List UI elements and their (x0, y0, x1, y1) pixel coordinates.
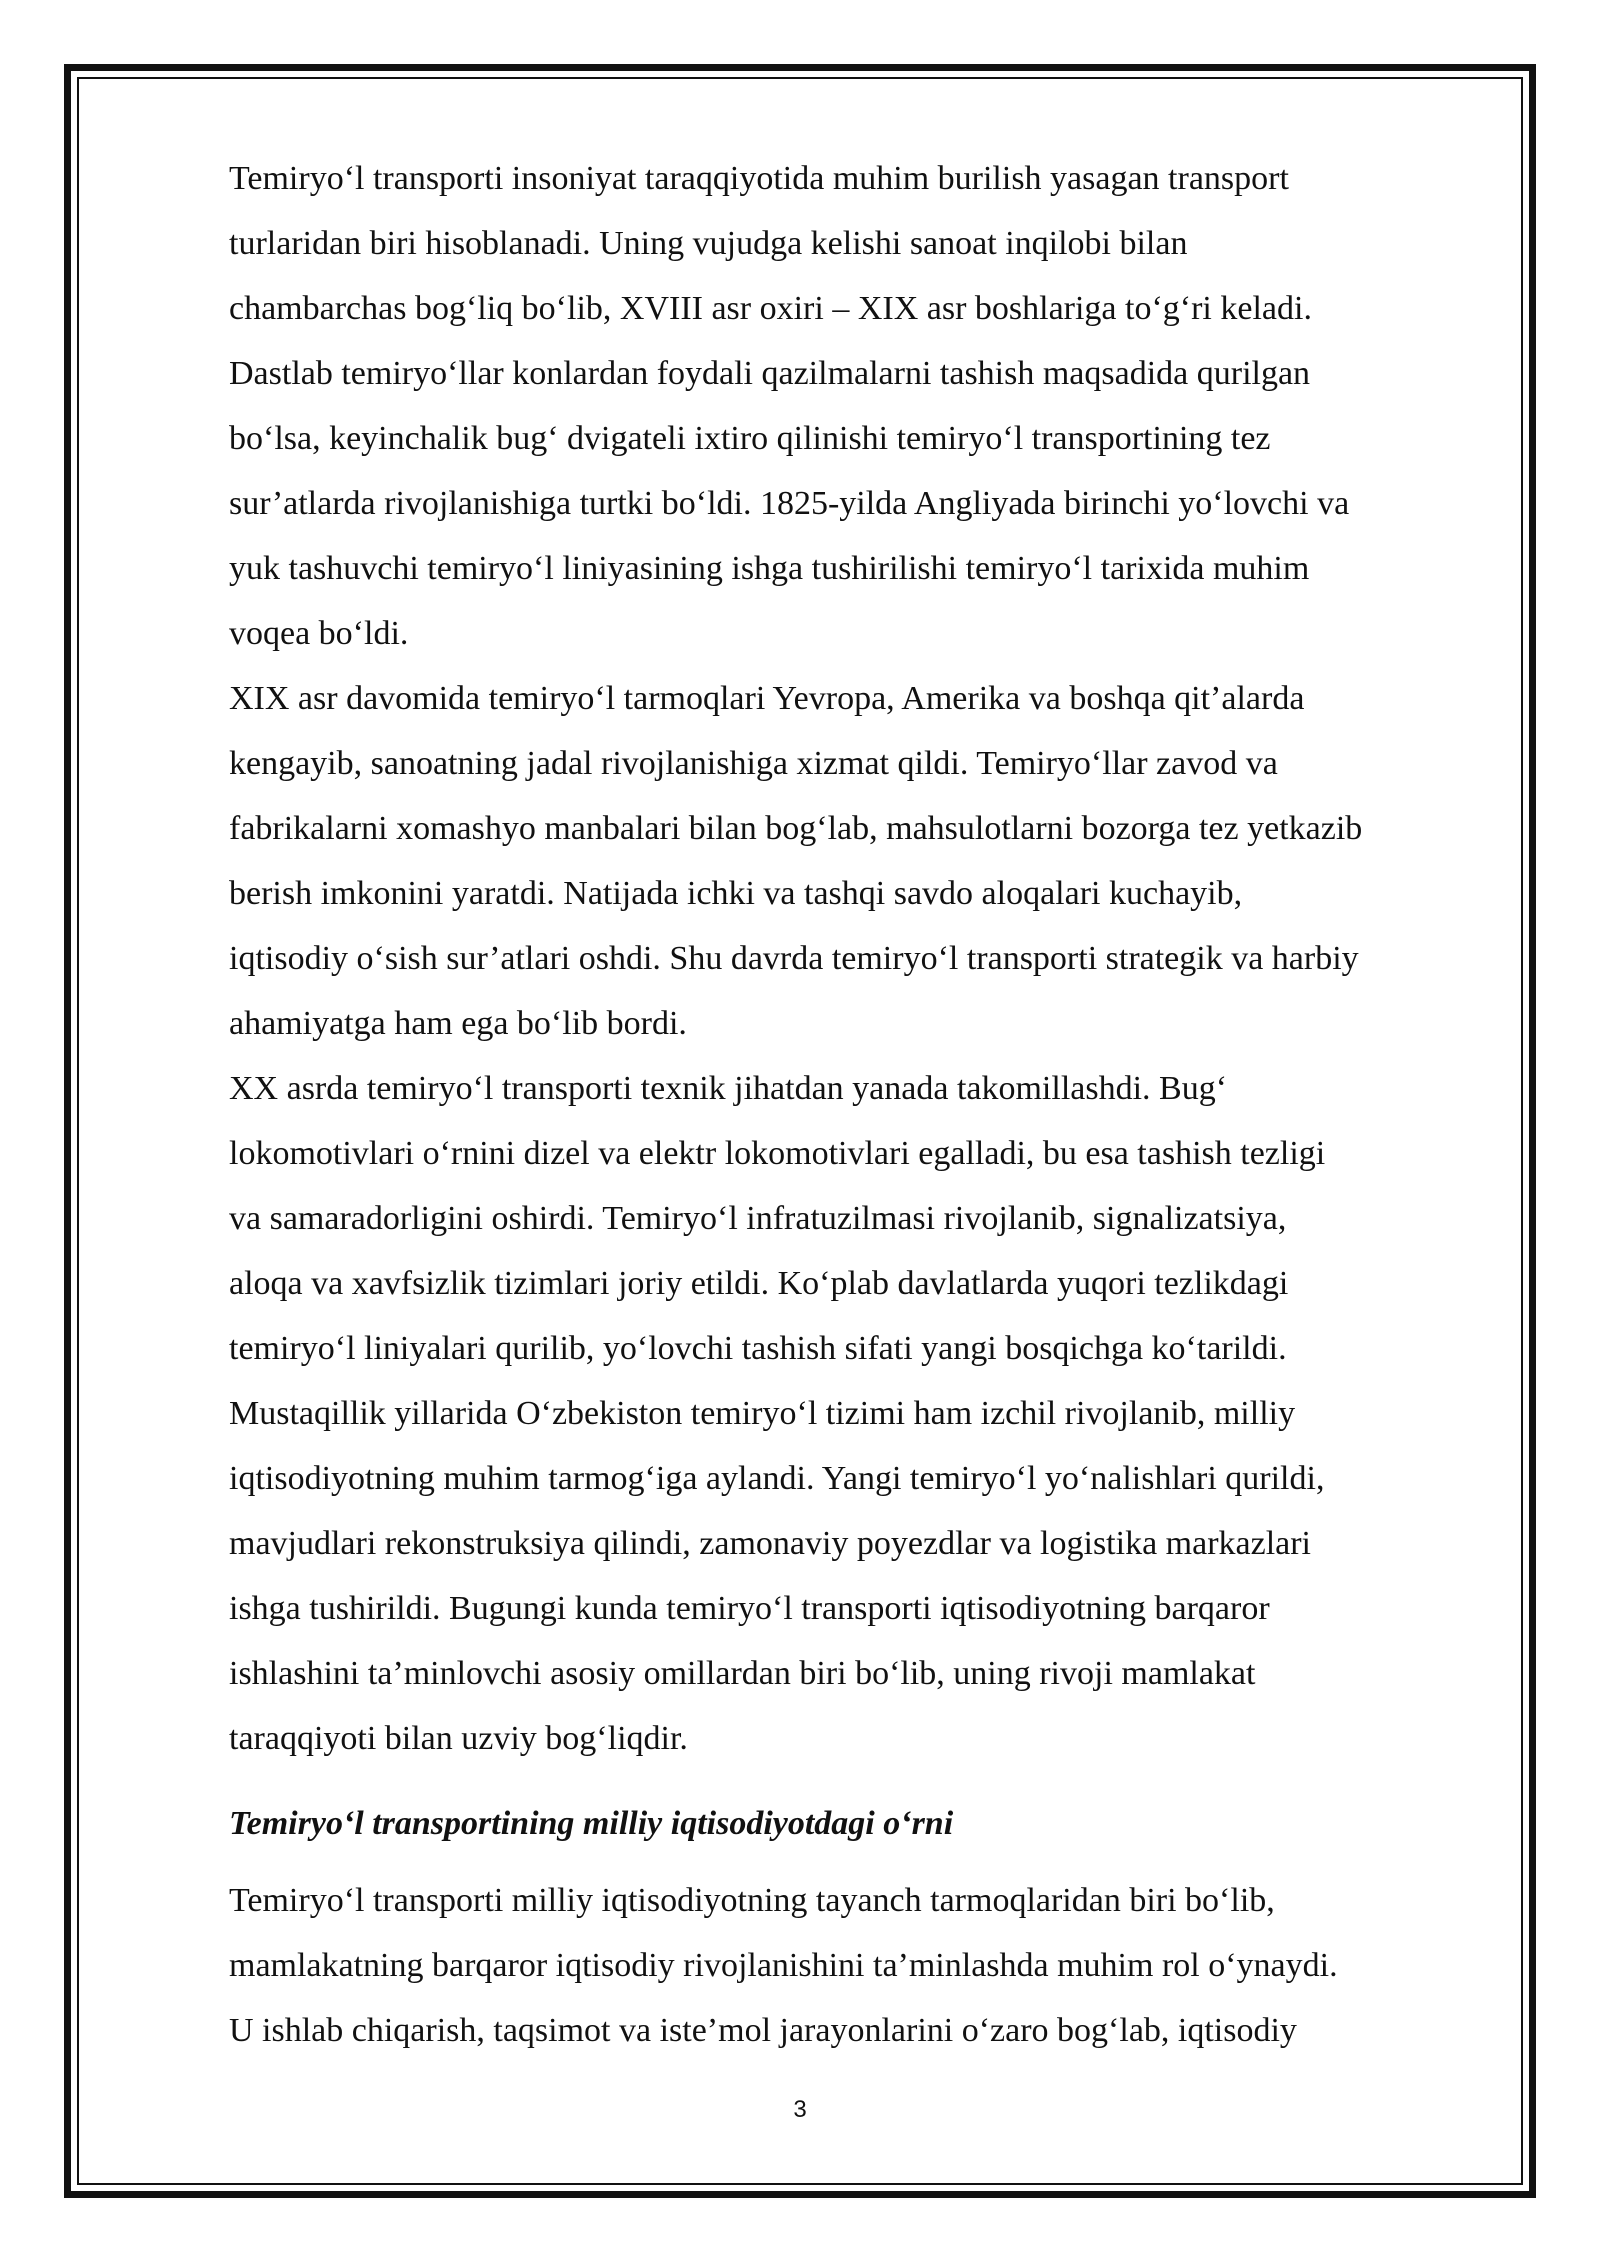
paragraph-19th-century: XIX asr davomida temiryo‘l tarmoqlari Yevropa, Amerika va boshqa qit’alarda kengayib, sanoatning jadal rivojlanishiga xizmat qildi. Temiryo‘llar zavod va fabrikalarni xomashyo manbalari bilan bog‘lab, mahsulotlarni bozorga tez yetkazib berish imkonini yaratdi. Natijada ichki va tashqi savdo aloqalari kuchayib, iqtisodiy o‘sish sur’atlari oshdi. Shu davrda temiryo‘l transporti strategik va harbiy ahamiyatga ham ega bo‘lib bordi. (229, 680, 1363, 1042)
paragraph-national-economy: Temiryo‘l transporti milliy iqtisodiyotning tayanch tarmoqlaridan biri bo‘lib, mamlakatning barqaror iqtisodiy rivojlanishini ta’minlashda muhim rol o‘ynaydi. U ishlab chiqarish, taqsimot va iste’mol jarayonlarini o‘zaro bog‘lab, iqtisodiy (229, 1882, 1338, 2049)
paragraph-history-origins: Temiryo‘l transporti insoniyat taraqqiyotida muhim burilish yasagan transport turlaridan biri hisoblanadi. Uning vujudga kelishi sanoat inqilobi bilan chambarchas bog‘liq bo‘lib, XVIII asr oxiri – XIX asr boshlariga to‘g‘ri keladi. Dastlab temiryo‘llar konlardan foydali qazilmalarni tashish maqsadida qurilgan bo‘lsa, keyinchalik bug‘ dvigateli ixtiro qilinishi temiryo‘l transportining tez sur’atlarda rivojlanishiga turtki bo‘ldi. 1825-yilda Angliyada birinchi yo‘lovchi va yuk tashuvchi temiryo‘l liniyasining ishga tushirilishi temiryo‘l tarixida muhim voqea bo‘ldi. (229, 160, 1350, 652)
section-heading: Temiryo‘l transportining milliy iqtisodiyotdagi o‘rni (229, 1805, 954, 1842)
page-content (229, 146, 1499, 2063)
paragraph-20th-century: XX asrda temiryo‘l transporti texnik jihatdan yanada takomillashdi. Bug‘ lokomotivlari o‘rnini dizel va elektr lokomotivlari egalladi, bu esa tashish tezligi va samaradorligini oshirdi. Temiryo‘l infratuzilmasi rivojlanib, signalizatsiya, aloqa va xavfsizlik tizimlari joriy etildi. Ko‘plab davlatlarda yuqori tezlikdagi temiryo‘l liniyalari qurilib, yo‘lovchi tashish sifati yangi bosqichga ko‘tarildi. (229, 1070, 1326, 1367)
paragraph-independence-years: Mustaqillik yillarida O‘zbekiston temiryo‘l tizimi ham izchil rivojlanib, milliy iqtisodiyotning muhim tarmog‘iga aylandi. Yangi temiryo‘l yo‘nalishlari qurildi, mavjudlari rekonstruksiya qilindi, zamonaviy poyezdlar va logistika markazlari ishga tushirildi. Bugungi kunda temiryo‘l transporti iqtisodiyotning barqaror ishlashini ta’minlovchi asosiy omillardan biri bo‘lib, uning rivoji mamlakat taraqqiyoti bilan uzviy bog‘liqdir. (229, 1395, 1325, 1757)
page-number: 3 (793, 2096, 807, 2123)
